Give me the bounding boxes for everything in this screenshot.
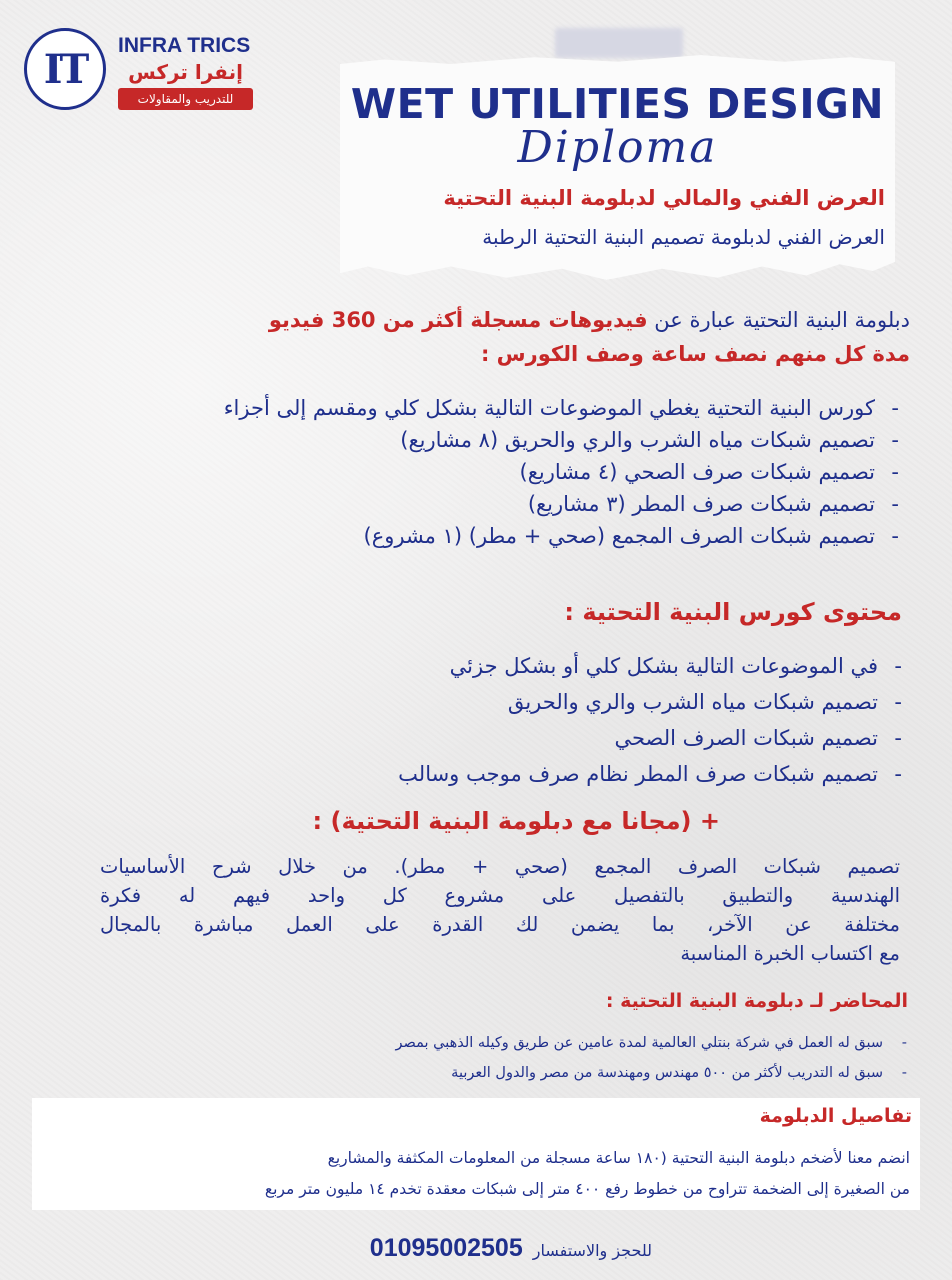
intro-highlight: فيديوهات مسجلة أكثر من 360 فيديو (268, 308, 648, 332)
paragraph-line: تصميم شبكات الصرف المجمع (صحي + مطر). من خلال شرح الأساسيات (100, 855, 900, 878)
paragraph-line: مختلفة عن الآخر، بما يضمن لك القدرة على العمل مباشرة بالمجال (100, 913, 900, 936)
logo-mark-text: IT (43, 45, 87, 93)
paragraph-line: الهندسية والتطبيق بالتفصيل على مشروع كل واحد فيهم له فكرة (100, 884, 900, 907)
free-heading: + (مجانا مع دبلومة البنية التحتية) : (312, 807, 720, 835)
list-item: - تصميم شبكات مياه الشرب والري والحريق (40, 684, 878, 720)
header-subtitle-blue: العرض الفني لدبلومة تصميم البنية التحتية الرطبة (482, 225, 885, 249)
contact (300, 1234, 652, 1266)
header-script: Diploma (517, 122, 718, 173)
list-item: - سبق له العمل في شركة بنتلي العالمية لمدة عامين عن طريق وكيله الذهبي بمصر (40, 1028, 883, 1058)
blurred-tape (555, 28, 683, 58)
content-heading: محتوى كورس البنية التحتية : (564, 598, 902, 626)
list-item: - تصميم شبكات الصرف الصحي (40, 720, 878, 756)
list-item: - تصميم شبكات الصرف المجمع (صحي + مطر) (١ مشروع) (40, 520, 875, 552)
contact-label: للحجز والاستفسار (532, 1241, 652, 1260)
logo-brand-en: INFRA TRICS (118, 34, 251, 57)
free-paragraph (100, 852, 900, 968)
logo (22, 20, 257, 115)
logo-brand-ar: إنفرا تركس (128, 60, 243, 84)
logo-tagline: للتدريب والمقاولات (118, 88, 253, 110)
phone-number[interactable]: 01095002505 (369, 1234, 523, 1262)
content-list (40, 648, 878, 792)
details-line: من الصغيرة إلى الضخمة تتراوح من خطوط رفع ٤٠٠ متر إلى شبكات معقدة تخدم ١٤ مليون متر مربع (264, 1180, 910, 1198)
intro-line-1 (40, 308, 910, 332)
list-item: - تصميم شبكات صرف الصحي (٤ مشاريع) (40, 456, 875, 488)
list-item: - تصميم شبكات صرف المطر نظام صرف موجب وسالب (40, 756, 878, 792)
details-line: انضم معنا لأضخم دبلومة البنية التحتية (١٨٠ ساعة مسجلة من المعلومات المكثفة والمشاريع (327, 1149, 910, 1167)
intro-text: دبلومة البنية التحتية عبارة عن (654, 308, 910, 332)
list-item: - كورس البنية التحتية يغطي الموضوعات التالية بشكل كلي ومقسم إلى أجزاء (40, 392, 875, 424)
list-item: - تصميم شبكات مياه الشرب والري والحريق (٨ مشاريع) (40, 424, 875, 456)
topics-list (40, 392, 875, 552)
header-title: WET UTILITIES DESIGN (350, 80, 885, 128)
list-item: - في الموضوعات التالية بشكل كلي أو بشكل جزئي (40, 648, 878, 684)
lecturer-heading: المحاضر لـ دبلومة البنية التحتية : (605, 990, 908, 1012)
logo-mark-icon (24, 28, 106, 110)
paragraph-line: مع اكتساب الخبرة المناسبة (680, 942, 900, 965)
lecturer-list (40, 1028, 883, 1088)
details-heading: تفاصيل الدبلومة (759, 1105, 912, 1127)
details-text (40, 1143, 910, 1205)
intro-line-2: مدة كل منهم نصف ساعة وصف الكورس : (480, 342, 910, 366)
header-subtitle-red: العرض الفني والمالي لدبلومة البنية التحتية (443, 186, 885, 210)
list-item: - سبق له التدريب لأكثر من ٥٠٠ مهندس ومهندسة من مصر والدول العربية (40, 1058, 883, 1088)
list-item: - تصميم شبكات صرف المطر (٣ مشاريع) (40, 488, 875, 520)
